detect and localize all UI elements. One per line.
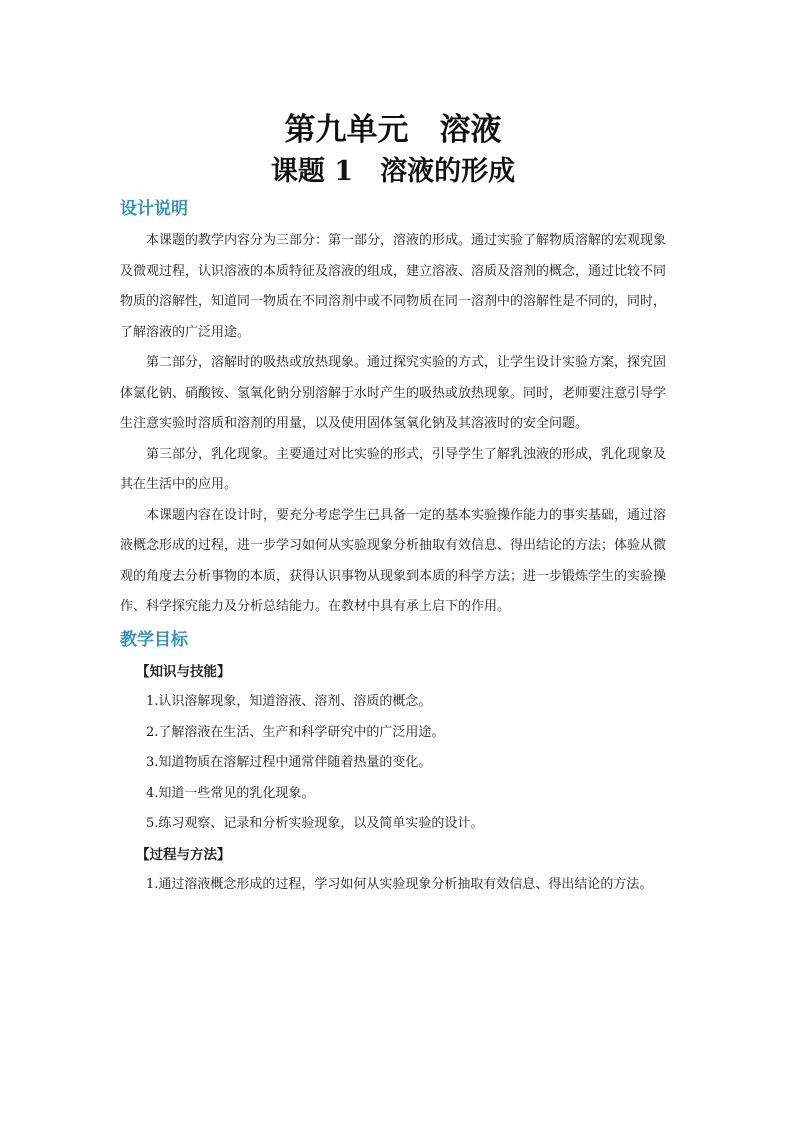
goals-heading: 教学目标 bbox=[120, 629, 188, 650]
knowledge-item-5: 5.练习观察、记录和分析实验现象，以及简单实验的设计。 bbox=[146, 816, 484, 831]
knowledge-subheading: 【知识与技能】 bbox=[136, 663, 231, 680]
knowledge-item-2: 2.了解溶液在生活、生产和科学研究中的广泛用途。 bbox=[146, 724, 445, 740]
unit-title: 第九单元 溶液 bbox=[284, 112, 502, 148]
process-item-1: 1.通过溶液概念形成的过程，学习如何从实验现象分析抽取有效信息、得出结论的方法。 bbox=[146, 877, 653, 892]
design-paragraph-4: 本课题内容在设计时，要充分考虑学生已具备一定的基本实验操作能力的事实基础，通过溶液概念形成的过程，进一步学习如何从实验现象分析抽取有效信息、得出结论的方法；体验从微观的角度去分析事物的本质，获得认识事物从现象到本质的科学方法；进一步锻炼学生的实验操作、科学探究能力及分析总结能力。在教材中具有承上启下的作用。 bbox=[120, 507, 667, 614]
design-paragraph-1: 本课题的教学内容分为三部分：第一部分，溶液的形成。通过实验了解物质溶解的宏观现象及微观过程，认识溶液的本质特征及溶液的组成，建立溶液、溶质及溶剂的概念，通过比较不同物质的溶解性，知道同一物质在不同溶剂中或不同物质在同一溶剂中的溶解性是不同的，同时，了解溶液的广泛用途。 bbox=[120, 233, 667, 340]
knowledge-item-4: 4.知道一些常见的乳化现象。 bbox=[146, 785, 315, 801]
knowledge-item-1: 1.认识溶解现象，知道溶液、溶剂、溶质的概念。 bbox=[146, 694, 432, 709]
design-paragraph-3: 第三部分，乳化现象。主要通过对比实验的形式，引导学生了解乳浊液的形成，乳化现象及其在生活中的应用。 bbox=[120, 446, 667, 492]
knowledge-item-3: 3.知道物质在溶解过程中通常伴随着热量的变化。 bbox=[146, 755, 432, 770]
lesson-title: 课题 1 溶液的形成 bbox=[270, 156, 516, 187]
document-content bbox=[120, 100, 666, 901]
process-subheading: 【过程与方法】 bbox=[136, 846, 231, 863]
design-paragraph-2: 第二部分，溶解时的吸热或放热现象。通过探究实验的方式，让学生设计实验方案，探究固体氯化钠、硝酸铵、氢氧化钠分别溶解于水时产生的吸热或放热现象。同时，老师要注意引导学生注意实验时溶质和溶剂的用量，以及使用固体氢氧化钠及其溶液时的安全问题。 bbox=[120, 355, 667, 431]
design-heading: 设计说明 bbox=[120, 199, 188, 219]
